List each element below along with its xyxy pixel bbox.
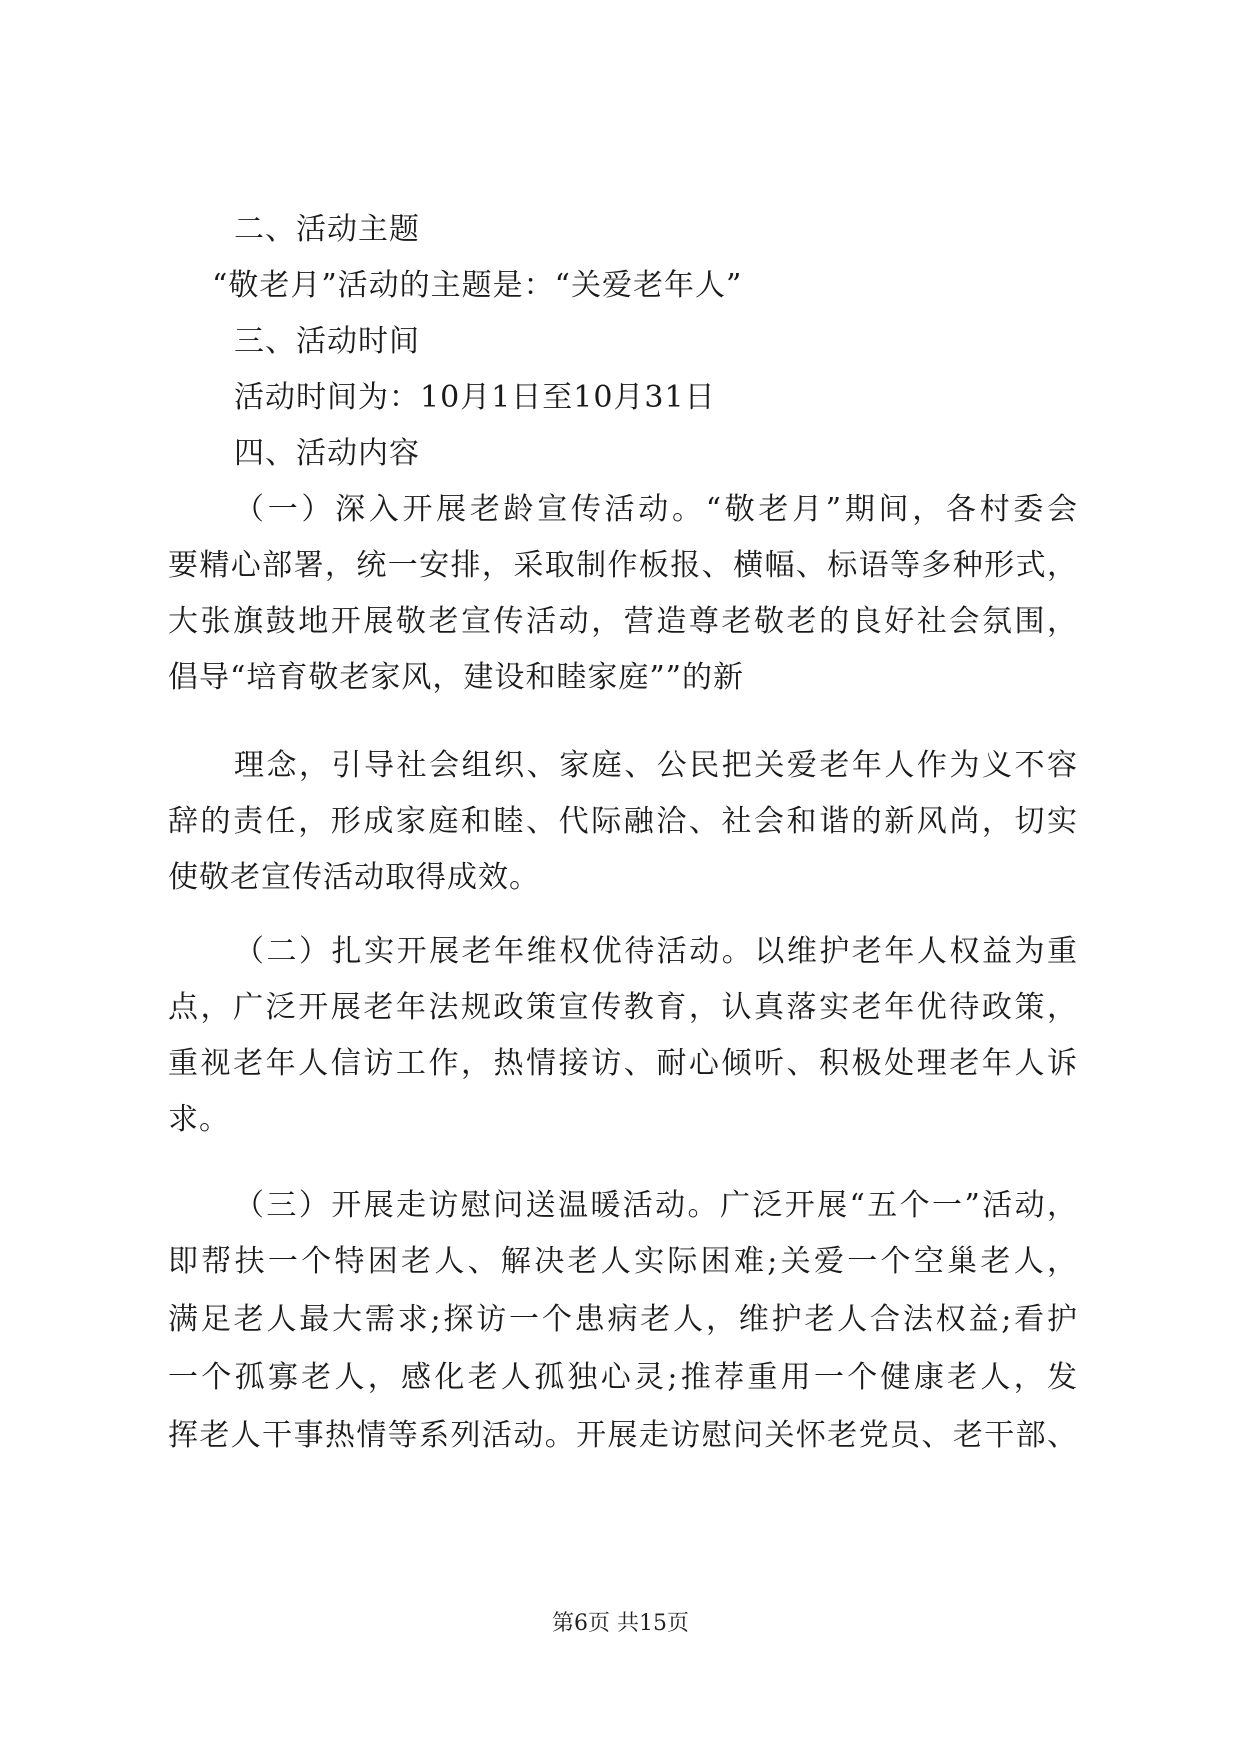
paragraph-line: 倡导“培育敬老家风，建设和睦家庭””的新 [168,660,745,695]
paragraph-line: 求。 [168,1102,230,1137]
paragraph-line: 理念，引导社会组织、家庭、公民把关爱老年人作为义不容 [234,748,1078,783]
paragraph-line: 大张旗鼓地开展敬老宣传活动，营造尊老敬老的良好社会氛围， [168,604,1078,639]
paragraph-line: 挥老人干事热情等系列活动。开展走访慰问关怀老党员、老干部、 [168,1418,1078,1453]
heading-activity-time: 三、活动时间 [234,324,420,359]
paragraph-line: 点，广泛开展老年法规政策宣传教育，认真落实老年优待政策， [168,990,1078,1025]
paragraph-line: （三）开展走访慰问送温暖活动。广泛开展“五个一”活动， [234,1188,1078,1223]
paragraph-line: 即帮扶一个特困老人、解决老人实际困难;关爱一个空巢老人， [168,1244,1078,1279]
theme-statement: “敬老月”活动的主题是：“关爱老年人” [212,268,743,303]
time-statement: 活动时间为：10月1日至10月31日 [234,380,716,415]
paragraph-line: 要精心部署，统一安排，采取制作板报、横幅、标语等多种形式， [168,548,1078,583]
paragraph-line: （一）深入开展老龄宣传活动。“敬老月”期间，各村委会 [234,492,1078,527]
paragraph-line: （二）扎实开展老年维权优待活动。以维护老年人权益为重 [234,934,1078,969]
paragraph-line: 重视老年人信访工作，热情接访、耐心倾听、积极处理老年人诉 [168,1046,1078,1081]
paragraph-line: 辞的责任，形成家庭和睦、代际融洽、社会和谐的新风尚，切实 [168,804,1078,839]
page-footer: 第6页 共15页 [552,1611,689,1636]
paragraph-line: 一个孤寡老人，感化老人孤独心灵;推荐重用一个健康老人，发 [168,1360,1078,1395]
heading-activity-content: 四、活动内容 [234,436,420,471]
heading-activity-theme: 二、活动主题 [234,212,420,247]
paragraph-line: 使敬老宣传活动取得成效。 [168,860,540,895]
paragraph-line: 满足老人最大需求;探访一个患病老人，维护老人合法权益;看护 [168,1302,1078,1337]
